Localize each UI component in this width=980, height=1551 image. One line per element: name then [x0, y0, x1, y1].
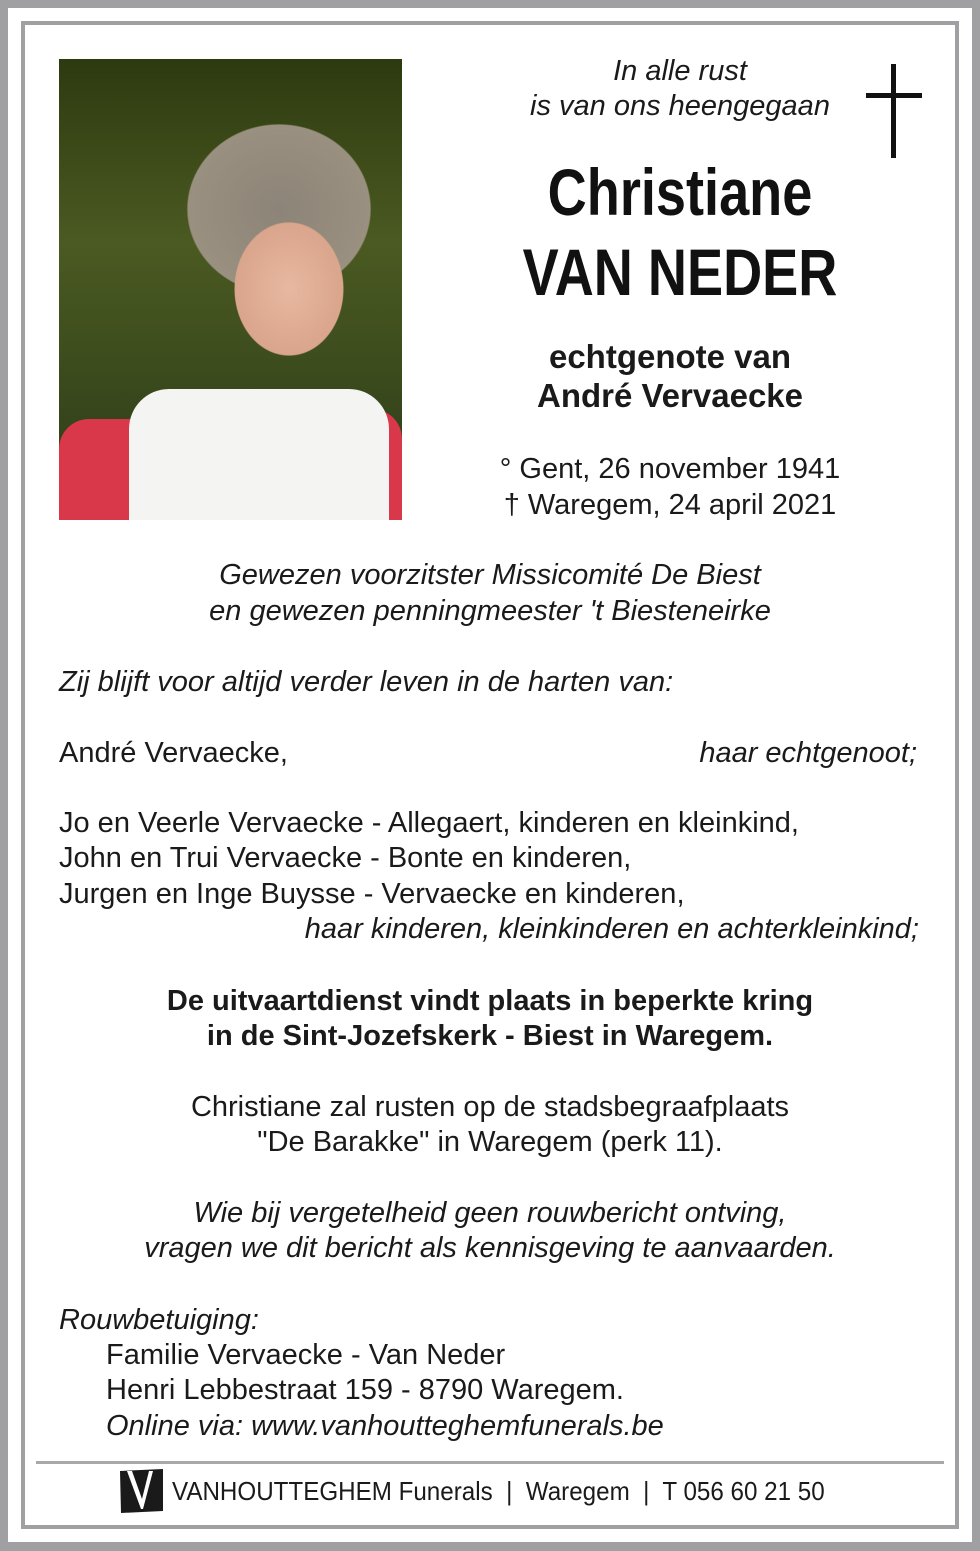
spouse-line-1: echtgenote van — [548, 338, 792, 375]
hearts-intro: Zij blijft voor altijd verder leven in de harten van: — [59, 666, 674, 698]
first-name: Christiane — [547, 155, 813, 229]
child-1: Jo en Veerle Vervaecke - Allegaert, kinderen en kleinkind, — [59, 807, 799, 839]
spouse-line-2: André Vervaecke — [536, 377, 803, 414]
intro-line-2: is van ons heengegaan — [530, 90, 830, 122]
children-relation: haar kinderen, kleinkinderen en achterkleinkind; — [304, 913, 919, 945]
notice-line-1: Wie bij vergetelheid geen rouwbericht ontving, — [193, 1197, 787, 1229]
condolence-online: Online via: www.vanhoutteghemfunerals.be — [106, 1410, 664, 1442]
last-name: VAN NEDER — [522, 235, 838, 309]
footer-divider — [36, 1461, 944, 1464]
condolence-family: Familie Vervaecke - Van Neder — [106, 1339, 506, 1371]
vanhoutteghem-logo-icon — [119, 1469, 163, 1513]
burial-line-1: Christiane zal rusten op de stadsbegraafplaats — [190, 1091, 790, 1123]
intro-line-1: In alle rust — [613, 55, 747, 87]
condolence-address: Henri Lebbestraat 159 - 8790 Waregem. — [106, 1374, 624, 1406]
notice-line-2: vragen we dit bericht als kennisgeving te aanvaarden. — [144, 1232, 836, 1264]
service-line-2: in de Sint-Jozefskerk - Biest in Waregem. — [206, 1020, 774, 1052]
birth-date: ° Gent, 26 november 1941 — [499, 453, 841, 485]
child-2: John en Trui Vervaecke - Bonte en kinderen, — [59, 842, 632, 874]
husband-relation: haar echtgenoot; — [699, 737, 917, 769]
child-3: Jurgen en Inge Buysse - Vervaecke en kinderen, — [59, 878, 685, 910]
roles-line-2: en gewezen penningmeester 't Biesteneirke — [209, 595, 771, 627]
footer-text: VANHOUTTEGHEM Funerals | Waregem | T 056 60 21 50 — [172, 1476, 825, 1506]
portrait-photo — [59, 59, 402, 520]
husband-name: André Vervaecke, — [59, 737, 288, 769]
service-line-1: De uitvaartdienst vindt plaats in beperkte kring — [166, 985, 814, 1017]
condolence-label: Rouwbetuiging: — [59, 1304, 259, 1336]
roles-line-1: Gewezen voorzitster Missicomité De Biest — [219, 559, 761, 591]
burial-line-2: "De Barakke" in Waregem (perk 11). — [257, 1126, 723, 1158]
death-date: † Waregem, 24 april 2021 — [503, 489, 837, 521]
